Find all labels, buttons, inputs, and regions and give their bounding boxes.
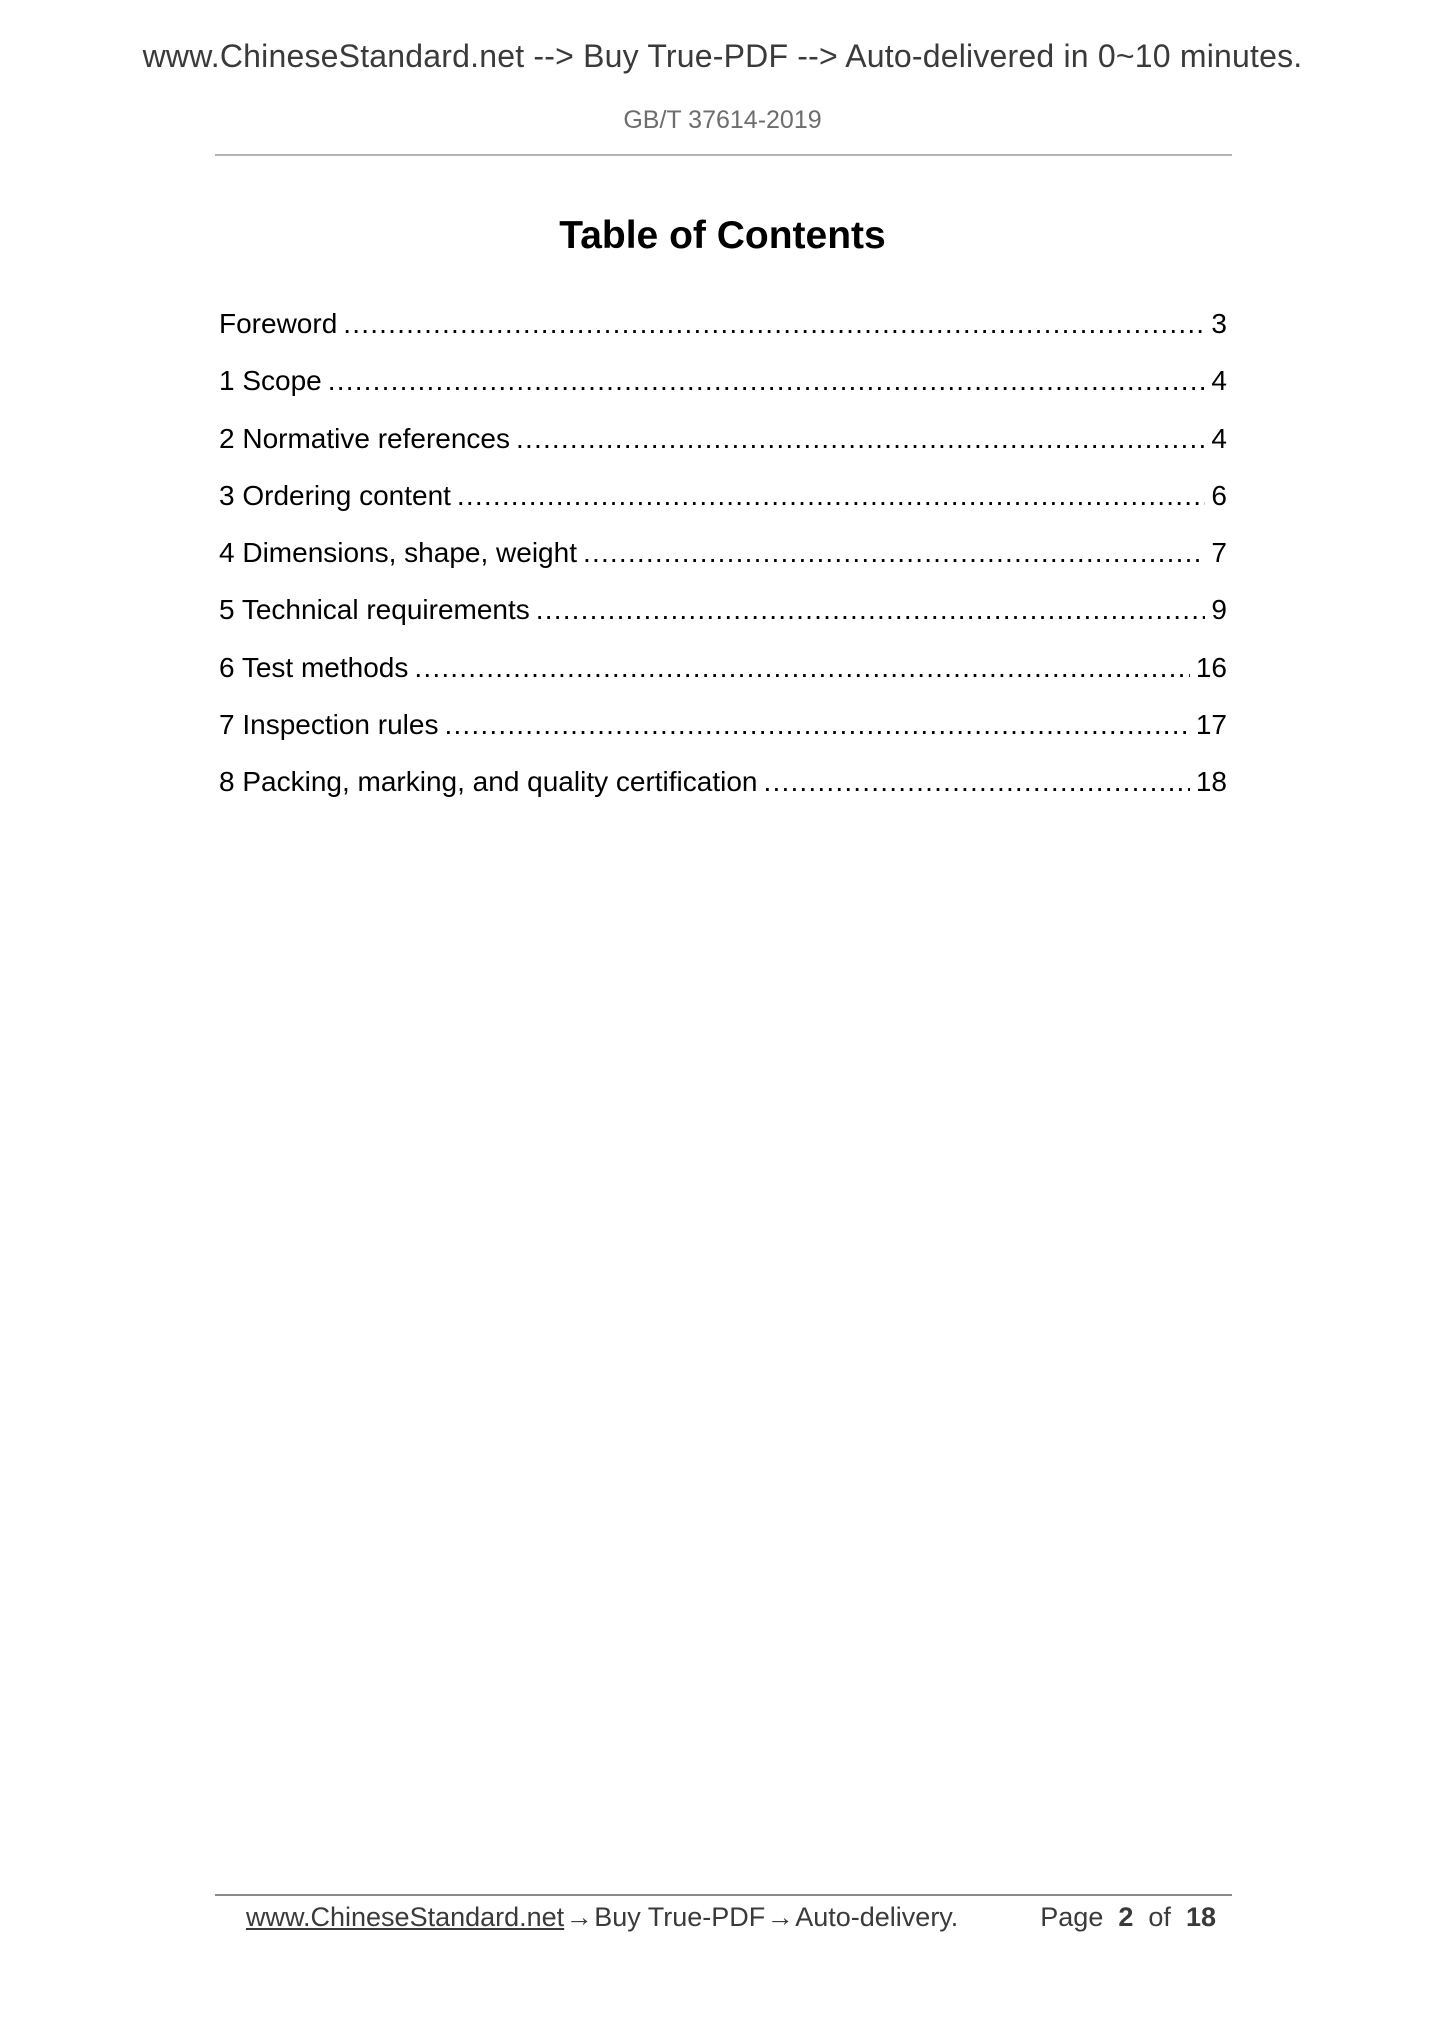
toc-entry-page: 18 <box>1195 766 1227 798</box>
toc-entry-label: 8 Packing, marking, and quality certification <box>219 766 758 798</box>
footer-buy-text: Buy True-PDF <box>594 1902 766 1932</box>
header-divider <box>215 154 1232 156</box>
toc-entry-label: Foreword <box>219 308 338 339</box>
footer-divider <box>215 1894 1232 1896</box>
toc-entry-page: 6 <box>1211 479 1227 511</box>
toc-entry-label: 1 Scope <box>219 365 322 397</box>
toc-entry-label: 5 Technical requirements <box>219 594 530 626</box>
toc-entry-technical-requirements[interactable] <box>219 586 1227 643</box>
toc-entry-foreword[interactable] <box>219 300 1227 357</box>
toc-entry-label: 7 Inspection rules <box>219 709 439 741</box>
page-indicator <box>1040 1897 1216 1937</box>
toc-entry-ordering-content[interactable] <box>219 472 1227 529</box>
toc-entry-page: 4 <box>1211 365 1227 397</box>
toc-entry-label: 2 Normative references <box>219 422 511 454</box>
toc-entry-inspection-rules[interactable] <box>219 701 1227 758</box>
document-code: GB/T 37614-2019 <box>623 106 822 134</box>
toc-leader-dots <box>444 701 1189 749</box>
of-word: of <box>1148 1902 1171 1932</box>
toc-leader-dots <box>516 415 1205 463</box>
toc-entry-label: 4 Dimensions, shape, weight <box>219 537 577 569</box>
toc-leader-dots <box>764 758 1190 806</box>
page-footer <box>246 1897 1216 1937</box>
toc-entry-page: 3 <box>1211 308 1227 339</box>
page-title: Table of Contents <box>559 214 886 257</box>
toc-entry-normative-references[interactable] <box>219 415 1227 472</box>
toc-leader-dots <box>536 586 1206 634</box>
toc-leader-dots <box>414 644 1189 692</box>
toc-entry-page: 9 <box>1211 594 1227 626</box>
toc-entry-dimensions[interactable] <box>219 529 1227 586</box>
toc-list <box>219 300 1227 816</box>
current-page-number: 2 <box>1118 1902 1134 1932</box>
toc-entry-label: 3 Ordering content <box>219 479 451 511</box>
toc-entry-page: 7 <box>1211 537 1227 569</box>
toc-leader-dots <box>343 300 1205 348</box>
toc-entry-packing-marking[interactable] <box>219 758 1227 815</box>
top-banner: www.ChineseStandard.net --> Buy True-PDF --> Auto-delivered in 0~10 minutes. <box>142 38 1303 74</box>
toc-entry-label: 6 Test methods <box>219 651 409 683</box>
toc-entry-page: 16 <box>1195 651 1227 683</box>
toc-entry-scope[interactable] <box>219 357 1227 414</box>
toc-leader-dots <box>328 357 1206 405</box>
page-word: Page <box>1040 1902 1104 1932</box>
footer-site-link[interactable]: www.ChineseStandard.net <box>246 1902 565 1932</box>
toc-entry-page: 17 <box>1195 709 1227 741</box>
arrow-right-icon: → <box>565 1902 593 1932</box>
toc-entry-page: 4 <box>1211 422 1227 454</box>
toc-leader-dots <box>583 529 1205 577</box>
toc-entry-test-methods[interactable] <box>219 644 1227 701</box>
footer-delivery-text: Auto-delivery. <box>795 1902 959 1932</box>
toc-leader-dots <box>457 472 1206 520</box>
arrow-right-icon: → <box>766 1902 794 1932</box>
total-page-count: 18 <box>1185 1902 1216 1932</box>
